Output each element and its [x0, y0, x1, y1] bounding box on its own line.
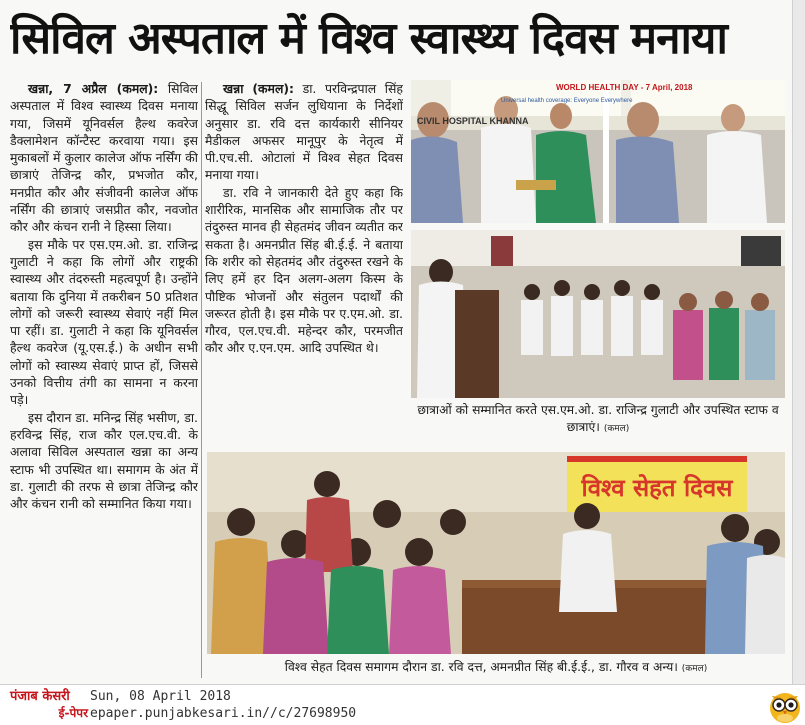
- column2-paragraph-1: [205, 80, 403, 184]
- logo-top-text: पंजाब केसरी: [10, 689, 70, 704]
- award-ceremony-photo: [411, 80, 785, 223]
- article-column-1: [10, 80, 198, 680]
- edition-url[interactable]: epaper.punjabkesari.in//c/27698950: [90, 706, 357, 721]
- banner-line-3: CIVIL HOSPITAL KHANNA: [417, 116, 529, 126]
- headline: सिविल अस्पताल में विश्व स्वास्थ्य दिवस मनाया: [10, 13, 727, 64]
- caption-1-text: छात्राओं को सम्मानित करते एस.एम.ओ. डा. राजिन्द्र गुलाटी और उपस्थित स्टाफ व छात्राएं।: [417, 403, 779, 434]
- caption-2-text: विश्व सेहत दिवस समागम दौरान डा. रवि दत्त, अमनप्रीत सिंह बी.ई.ई., डा. गौरव व अन्य।: [284, 660, 678, 674]
- photo-caption-2: [207, 659, 785, 678]
- classroom-photo: [411, 230, 785, 398]
- caption-2-credit: (कमल): [681, 664, 708, 674]
- logo-bottom-text: ई-पेपर: [58, 706, 88, 720]
- column-divider: [201, 82, 202, 678]
- column2-paragraph-2: डा. रवि ने जानकारी देते हुए कहा कि शारीरिक, मानसिक और सामाजिक तौर पर तंदुरुस्त मानव ही सेहतमंद जीवन व्यतीत कर सकता है। अमनप्रीत सिंह बी.ई.ई. ने बताया कि शरीर को सेहतमंद और तंदुरुस्त रखने के लिए हमें हर दिन अलग-अलग किस्म के पौष्टिक भोजनों और संतुलन पदार्थों की जरूरत होती है। इस मौके पर ए.एम.ओ. डा. गौरव, एल.एच.वी. महेन्दर कौर, परमजीत कौर और ए.एन.एम. आदि उपस्थित थे।: [205, 184, 403, 356]
- banner-line-1: WORLD HEALTH DAY - 7 April, 2018: [556, 83, 693, 92]
- column2-text-1: डा. परविन्द्रपाल सिंह सिद्धू सिविल सर्जन लुधियाना के निर्देशों अनुसार डा. रवि दत्त कार्यकारी सीनियर मैडीकल अफसर मानूपुर के नेतृत्व में पी.एच.सी. ओटालां में विश्व सेहत दिवस मनाया गया।: [205, 81, 403, 183]
- meeting-banner-text: विश्व सेहत दिवस: [581, 474, 733, 502]
- edition-date: Sun, 08 April 2018: [90, 689, 231, 704]
- caption-1-credit: (कमल): [603, 424, 630, 434]
- photo-caption-1: [411, 402, 785, 438]
- column1-paragraph-2: इस मौके पर एस.एम.ओ. डा. राजिन्द्र गुलाटी ने कहा कि लोगों और राष्ट्रकी स्वास्थ्य और तंदरुस्ती महत्वपूर्ण है। उन्होंने बताया कि दुनिया में तकरीबन 50 प्रतिशत लोगों को जरूरी स्वास्थ्य सेवाएं नहीं मिल पा रहीं। डा. गुलाटी ने कहा कि यूनिवर्सल हैल्थ कवरेज (यू.एस.ई.) के अधीन सभी लोगों को स्वास्थ्य सेवाएं प्राप्त हों, जिससे उनको वित्तीय तंगी का सामना न करना पड़े।: [10, 236, 198, 408]
- adjacent-page-edge: [792, 0, 805, 725]
- column1-text-1: सिविल अस्पताल में विश्व स्वास्थ्य दिवस मनाया गया, जिसमें यूनिवर्सल हैल्थ कवरेज डैक्लामेशन कॉन्टैस्ट करवाया गया। इस मुकाबलों में कुलार कालेज ऑफ नर्सिंग की छात्राएं तेजिन्द्र कौर, प्रभजोत कौर, मनप्रीत कौर और संजीवनी कालेज ऑफ नर्सिंग की छात्राएं जसप्रीत कौर, नवजोत कौर और कंचन रानी ने हिस्सा लिया।: [10, 81, 198, 235]
- column2-dateline: खन्ना (कमल):: [223, 81, 294, 96]
- column1-dateline: खन्ना, 7 अप्रैल (कमल):: [28, 81, 159, 96]
- column1-paragraph-3: इस दौरान डा. मनिन्द्र सिंह भसीण, डा. हरविन्द्र सिंह, राज कौर एल.एच.वी. के अलावा सिविल अस्पताल खन्ना का अन्य स्टाफ भी उपस्थित था। समागम के अंत में डा. गुलाटी की तरफ से छात्रा तेजिन्द्र कौर और कंचन रानी को सम्मानित किया गया।: [10, 409, 198, 512]
- owl-icon[interactable]: [768, 688, 802, 724]
- column1-paragraph-1: [10, 80, 198, 236]
- banner-line-2: Universal health coverage: Everyone Everywhere: [501, 98, 633, 104]
- article-column-2: [205, 80, 403, 440]
- punjab-kesari-logo[interactable]: [10, 688, 92, 722]
- meeting-photo: [207, 452, 785, 654]
- epaper-footer: [0, 684, 805, 725]
